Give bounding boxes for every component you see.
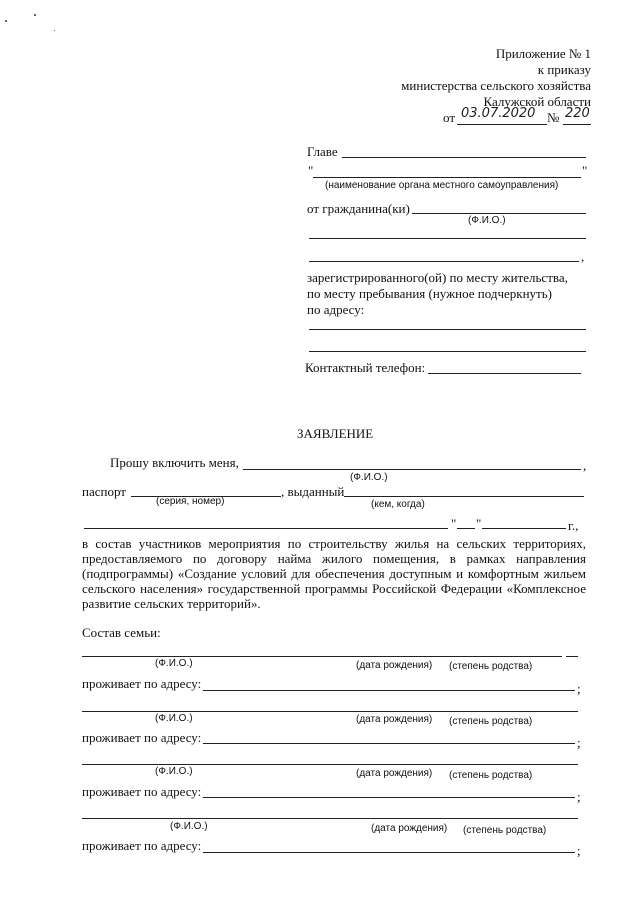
org-quote-close: "	[582, 163, 588, 178]
scan-speck	[34, 14, 36, 16]
member-end: ;	[577, 843, 581, 858]
header-number-handwritten: 220	[565, 106, 590, 121]
member-fio-caption: (Ф.И.О.)	[155, 713, 193, 724]
member-address-label: проживает по адресу:	[82, 676, 202, 691]
address-line-1[interactable]	[309, 329, 586, 330]
scan-speck	[54, 30, 55, 31]
from-line[interactable]	[412, 213, 586, 214]
request-label: Прошу включить меня,	[110, 455, 239, 470]
phone-label: Контактный телефон:	[305, 360, 426, 375]
name-line-2[interactable]	[309, 238, 586, 239]
date-quote-close: "	[476, 516, 482, 531]
member-dob-caption: (дата рождения)	[356, 660, 433, 671]
header-line-3: министерства сельского хозяйства	[401, 78, 591, 93]
member-end: ;	[577, 681, 581, 696]
from-label: от гражданина(ки)	[307, 201, 410, 216]
header-line-2: к приказу	[537, 62, 591, 77]
scan-speck	[5, 20, 7, 22]
from-fio-caption: (Ф.И.О.)	[468, 215, 506, 226]
issued-label: , выданный	[281, 484, 345, 499]
member-address-line[interactable]	[203, 690, 575, 691]
member-address-line[interactable]	[203, 852, 575, 853]
address-line-2[interactable]	[309, 351, 586, 352]
member-address-line[interactable]	[203, 743, 575, 744]
member-address-line[interactable]	[203, 797, 575, 798]
member-relation-caption: (степень родства)	[449, 661, 533, 672]
request-comma: ,	[583, 458, 587, 473]
name-comma: ,	[581, 249, 585, 264]
series-caption: (серия, номер)	[156, 496, 225, 507]
member-dob-caption: (дата рождения)	[356, 768, 433, 779]
request-fio-line[interactable]	[243, 469, 581, 470]
to-line[interactable]	[342, 157, 586, 158]
member-line[interactable]	[82, 656, 562, 657]
date-day-line[interactable]	[457, 528, 475, 529]
member-end: ;	[577, 789, 581, 804]
issuer-line[interactable]	[84, 528, 448, 529]
member-address-label: проживает по адресу:	[82, 730, 202, 745]
phone-line[interactable]	[428, 373, 581, 374]
member-line[interactable]	[82, 818, 578, 819]
passport-label: паспорт	[82, 484, 126, 499]
request-fio-caption: (Ф.И.О.)	[350, 472, 388, 483]
member-fio-caption: (Ф.И.О.)	[155, 766, 193, 777]
date-month-line[interactable]	[482, 528, 566, 529]
member-line-tail[interactable]	[566, 656, 578, 657]
member-relation-caption: (степень родства)	[449, 770, 533, 781]
to-label: Главе	[307, 144, 338, 159]
name-line-3[interactable]	[309, 261, 579, 262]
header-date-line	[457, 124, 547, 125]
member-line[interactable]	[82, 711, 578, 712]
member-relation-caption: (степень родства)	[449, 716, 533, 727]
member-relation-caption: (степень родства)	[463, 825, 547, 836]
org-line[interactable]	[313, 177, 581, 178]
member-address-label: проживает по адресу:	[82, 838, 202, 853]
issued-line[interactable]	[344, 496, 584, 497]
registered-line-2: по месту пребывания (нужное подчеркнуть)	[307, 286, 552, 301]
header-number-sign: №	[547, 110, 560, 125]
member-address-label: проживает по адресу:	[82, 784, 202, 799]
member-end: ;	[577, 735, 581, 750]
member-dob-caption: (дата рождения)	[356, 714, 433, 725]
header-line-4: Калужской области	[483, 94, 591, 109]
document-title: ЗАЯВЛЕНИЕ	[297, 426, 374, 441]
member-dob-caption: (дата рождения)	[371, 823, 448, 834]
application-body-text: в состав участников мероприятия по строительству жилья на сельских территориях, предоставляемого по договору найма жилого помещения, в рамках направления (подпрограммы) «Создание условий для обеспечения доступным и комфортным жильем сельского населения» государственной программы Российской Федерации «Комплексное развитие сельских территорий».	[82, 536, 586, 611]
date-quote-open: "	[451, 516, 457, 531]
header-date-handwritten: 03.07.2020	[461, 106, 536, 121]
member-line[interactable]	[82, 764, 578, 765]
by-when-caption: (кем, когда)	[371, 499, 425, 510]
year-suffix: г.,	[568, 518, 579, 533]
member-fio-caption: (Ф.И.О.)	[155, 658, 193, 669]
member-fio-caption: (Ф.И.О.)	[170, 821, 208, 832]
family-label: Состав семьи:	[82, 625, 161, 640]
registered-line-1: зарегистрированного(ой) по месту жительства,	[307, 270, 568, 285]
header-date-prefix: от	[443, 110, 456, 125]
org-caption: (наименование органа местного самоуправления)	[325, 180, 559, 191]
header-number-line	[563, 124, 591, 125]
header-line-1: Приложение № 1	[495, 46, 591, 61]
registered-line-3: по адресу:	[307, 302, 365, 317]
org-quote-open: "	[308, 163, 314, 178]
